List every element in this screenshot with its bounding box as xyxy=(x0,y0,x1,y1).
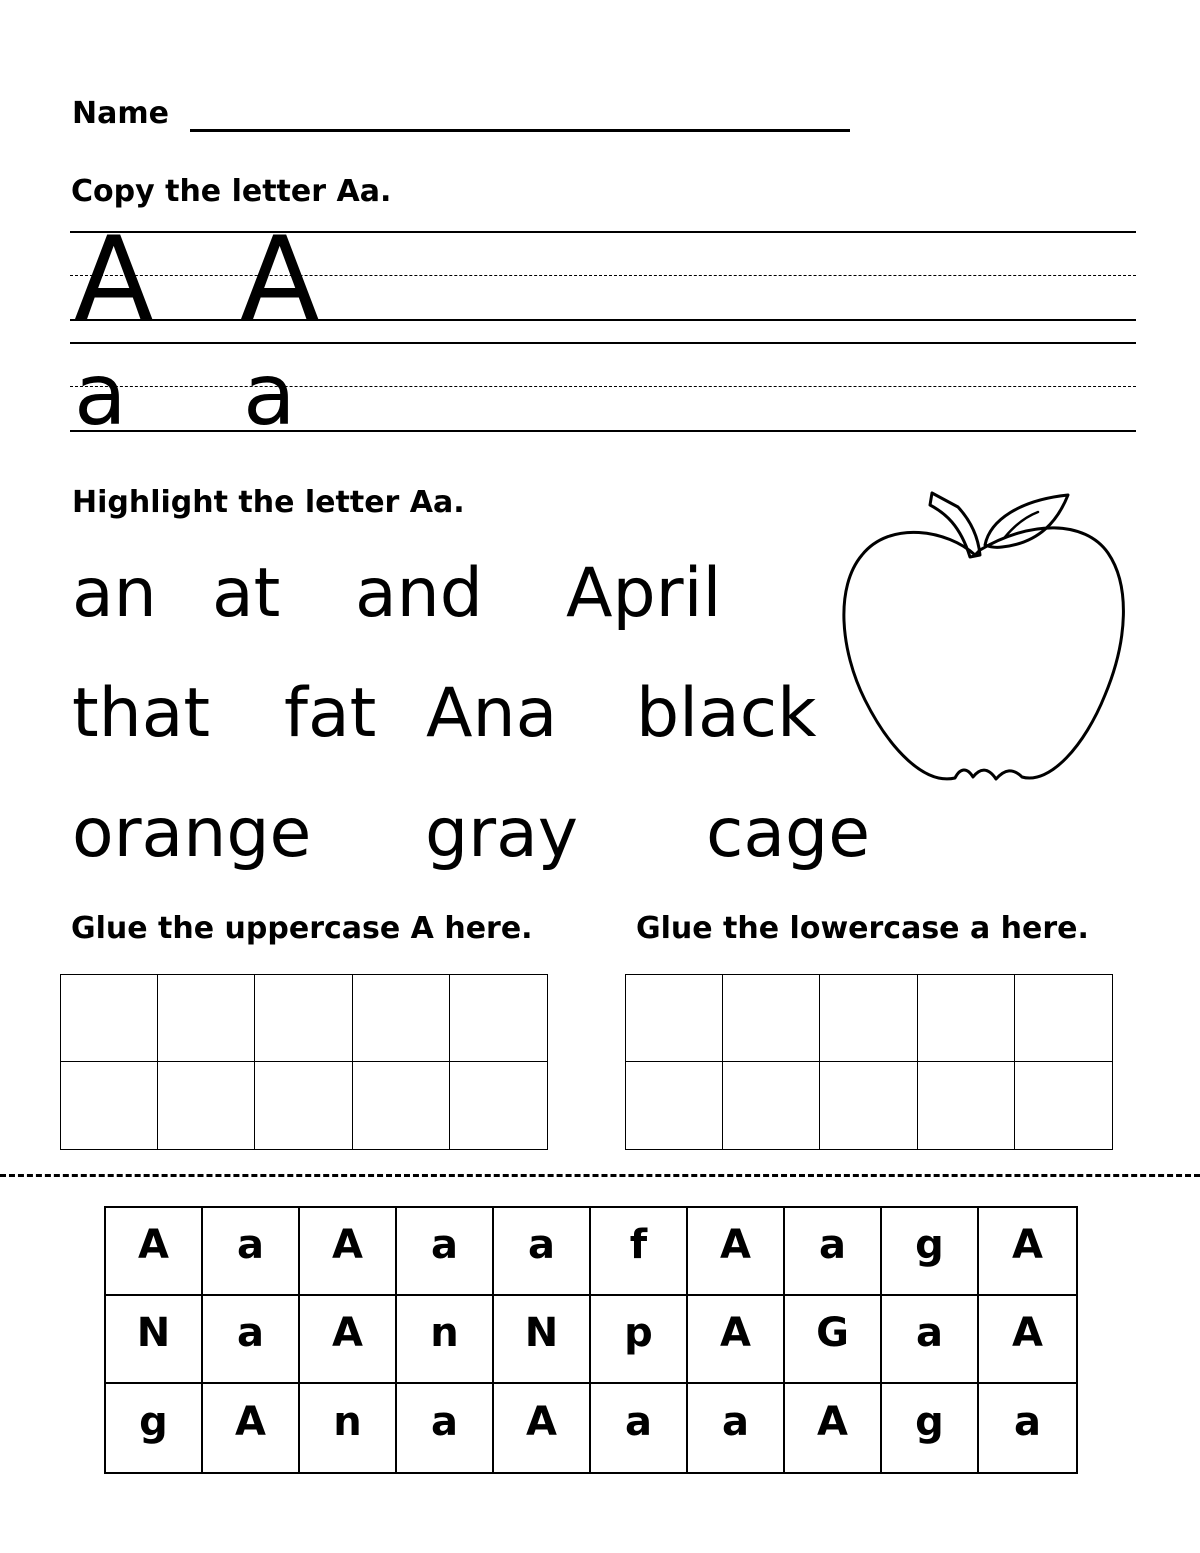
highlight-word[interactable]: and xyxy=(355,554,483,633)
letter-cell[interactable]: A xyxy=(979,1296,1076,1384)
letter-cell[interactable]: n xyxy=(397,1296,494,1384)
highlight-word[interactable]: black xyxy=(636,674,817,753)
uppercase-glue-grid[interactable] xyxy=(60,974,548,1150)
letter-cell[interactable]: A xyxy=(979,1208,1076,1296)
letter-cell[interactable]: a xyxy=(203,1208,300,1296)
letter-cell[interactable]: A xyxy=(688,1296,785,1384)
lowercase-glue-grid[interactable] xyxy=(625,974,1113,1150)
copy-instruction: Copy the letter Aa. xyxy=(71,174,392,209)
letter-cell[interactable]: A xyxy=(106,1208,203,1296)
glue-box[interactable] xyxy=(723,1062,820,1149)
cut-line xyxy=(0,1174,1200,1177)
mid-line xyxy=(70,386,1136,387)
letter-cell[interactable]: A xyxy=(300,1208,397,1296)
letter-cell[interactable]: g xyxy=(882,1384,979,1472)
uppercase-model-letter: A xyxy=(74,212,154,347)
letter-cell[interactable]: A xyxy=(203,1384,300,1472)
letter-cell[interactable]: N xyxy=(494,1296,591,1384)
glue-box[interactable] xyxy=(820,1062,917,1149)
glue-lowercase-instruction: Glue the lowercase a here. xyxy=(636,911,1089,946)
letter-cell[interactable]: a xyxy=(1014,1399,1041,1445)
lowercase-model-letter: a xyxy=(243,345,296,445)
highlight-word[interactable]: at xyxy=(212,554,281,633)
name-label: Name xyxy=(72,96,169,131)
highlight-word[interactable]: Ana xyxy=(426,674,558,753)
glue-box[interactable] xyxy=(255,975,352,1062)
letter-cell[interactable]: G xyxy=(785,1296,882,1384)
highlight-word[interactable]: fat xyxy=(284,674,377,753)
glue-box[interactable] xyxy=(450,1062,547,1149)
glue-box[interactable] xyxy=(61,975,158,1062)
apple-icon xyxy=(830,475,1140,800)
base-line xyxy=(70,319,1136,321)
letter-cell[interactable]: A xyxy=(494,1384,591,1472)
letter-cell[interactable]: a xyxy=(591,1384,688,1472)
glue-box[interactable] xyxy=(723,975,820,1062)
letter-cutout-grid xyxy=(104,1206,1078,1474)
highlight-word[interactable]: that xyxy=(72,674,211,753)
letter-cell[interactable]: a xyxy=(397,1384,494,1472)
glue-box[interactable] xyxy=(626,975,723,1062)
letter-cell[interactable]: g xyxy=(106,1384,203,1472)
glue-box[interactable] xyxy=(353,1062,450,1149)
letter-cell[interactable]: a xyxy=(203,1296,300,1384)
letter-cell[interactable]: f xyxy=(591,1208,688,1296)
glue-box[interactable] xyxy=(450,975,547,1062)
glue-box[interactable] xyxy=(255,1062,352,1149)
base-line xyxy=(70,430,1136,432)
glue-box[interactable] xyxy=(626,1062,723,1149)
highlight-word[interactable]: gray xyxy=(425,794,579,873)
glue-box[interactable] xyxy=(158,975,255,1062)
letter-cell[interactable]: A xyxy=(688,1208,785,1296)
glue-box[interactable] xyxy=(61,1062,158,1149)
letter-cell[interactable]: a xyxy=(785,1208,882,1296)
letter-cell[interactable]: n xyxy=(300,1384,397,1472)
letter-cell[interactable]: a xyxy=(494,1208,591,1296)
name-field[interactable] xyxy=(190,129,850,132)
glue-box[interactable] xyxy=(918,1062,1015,1149)
glue-uppercase-instruction: Glue the uppercase A here. xyxy=(71,911,533,946)
lowercase-model-letter: a xyxy=(74,345,127,445)
glue-box[interactable] xyxy=(820,975,917,1062)
uppercase-model-letter: A xyxy=(240,212,320,347)
letter-cell[interactable]: A xyxy=(300,1296,397,1384)
letter-cell[interactable]: g xyxy=(882,1208,979,1296)
letter-cell[interactable]: a xyxy=(688,1384,785,1472)
highlight-word[interactable]: April xyxy=(566,554,722,633)
top-line xyxy=(70,342,1136,344)
mid-line xyxy=(70,275,1136,276)
glue-box[interactable] xyxy=(1015,975,1112,1062)
top-line xyxy=(70,231,1136,233)
glue-box[interactable] xyxy=(918,975,1015,1062)
highlight-instruction: Highlight the letter Aa. xyxy=(72,485,465,520)
letter-cell[interactable]: A xyxy=(785,1384,882,1472)
glue-box[interactable] xyxy=(353,975,450,1062)
letter-cell[interactable]: N xyxy=(106,1296,203,1384)
letter-cell[interactable]: p xyxy=(591,1296,688,1384)
letter-cell[interactable]: a xyxy=(397,1208,494,1296)
letter-cell[interactable]: a xyxy=(882,1296,979,1384)
highlight-word[interactable]: orange xyxy=(72,794,312,873)
highlight-word[interactable]: cage xyxy=(706,794,871,873)
glue-box[interactable] xyxy=(1015,1062,1112,1149)
highlight-word[interactable]: an xyxy=(72,554,157,633)
glue-box[interactable] xyxy=(158,1062,255,1149)
